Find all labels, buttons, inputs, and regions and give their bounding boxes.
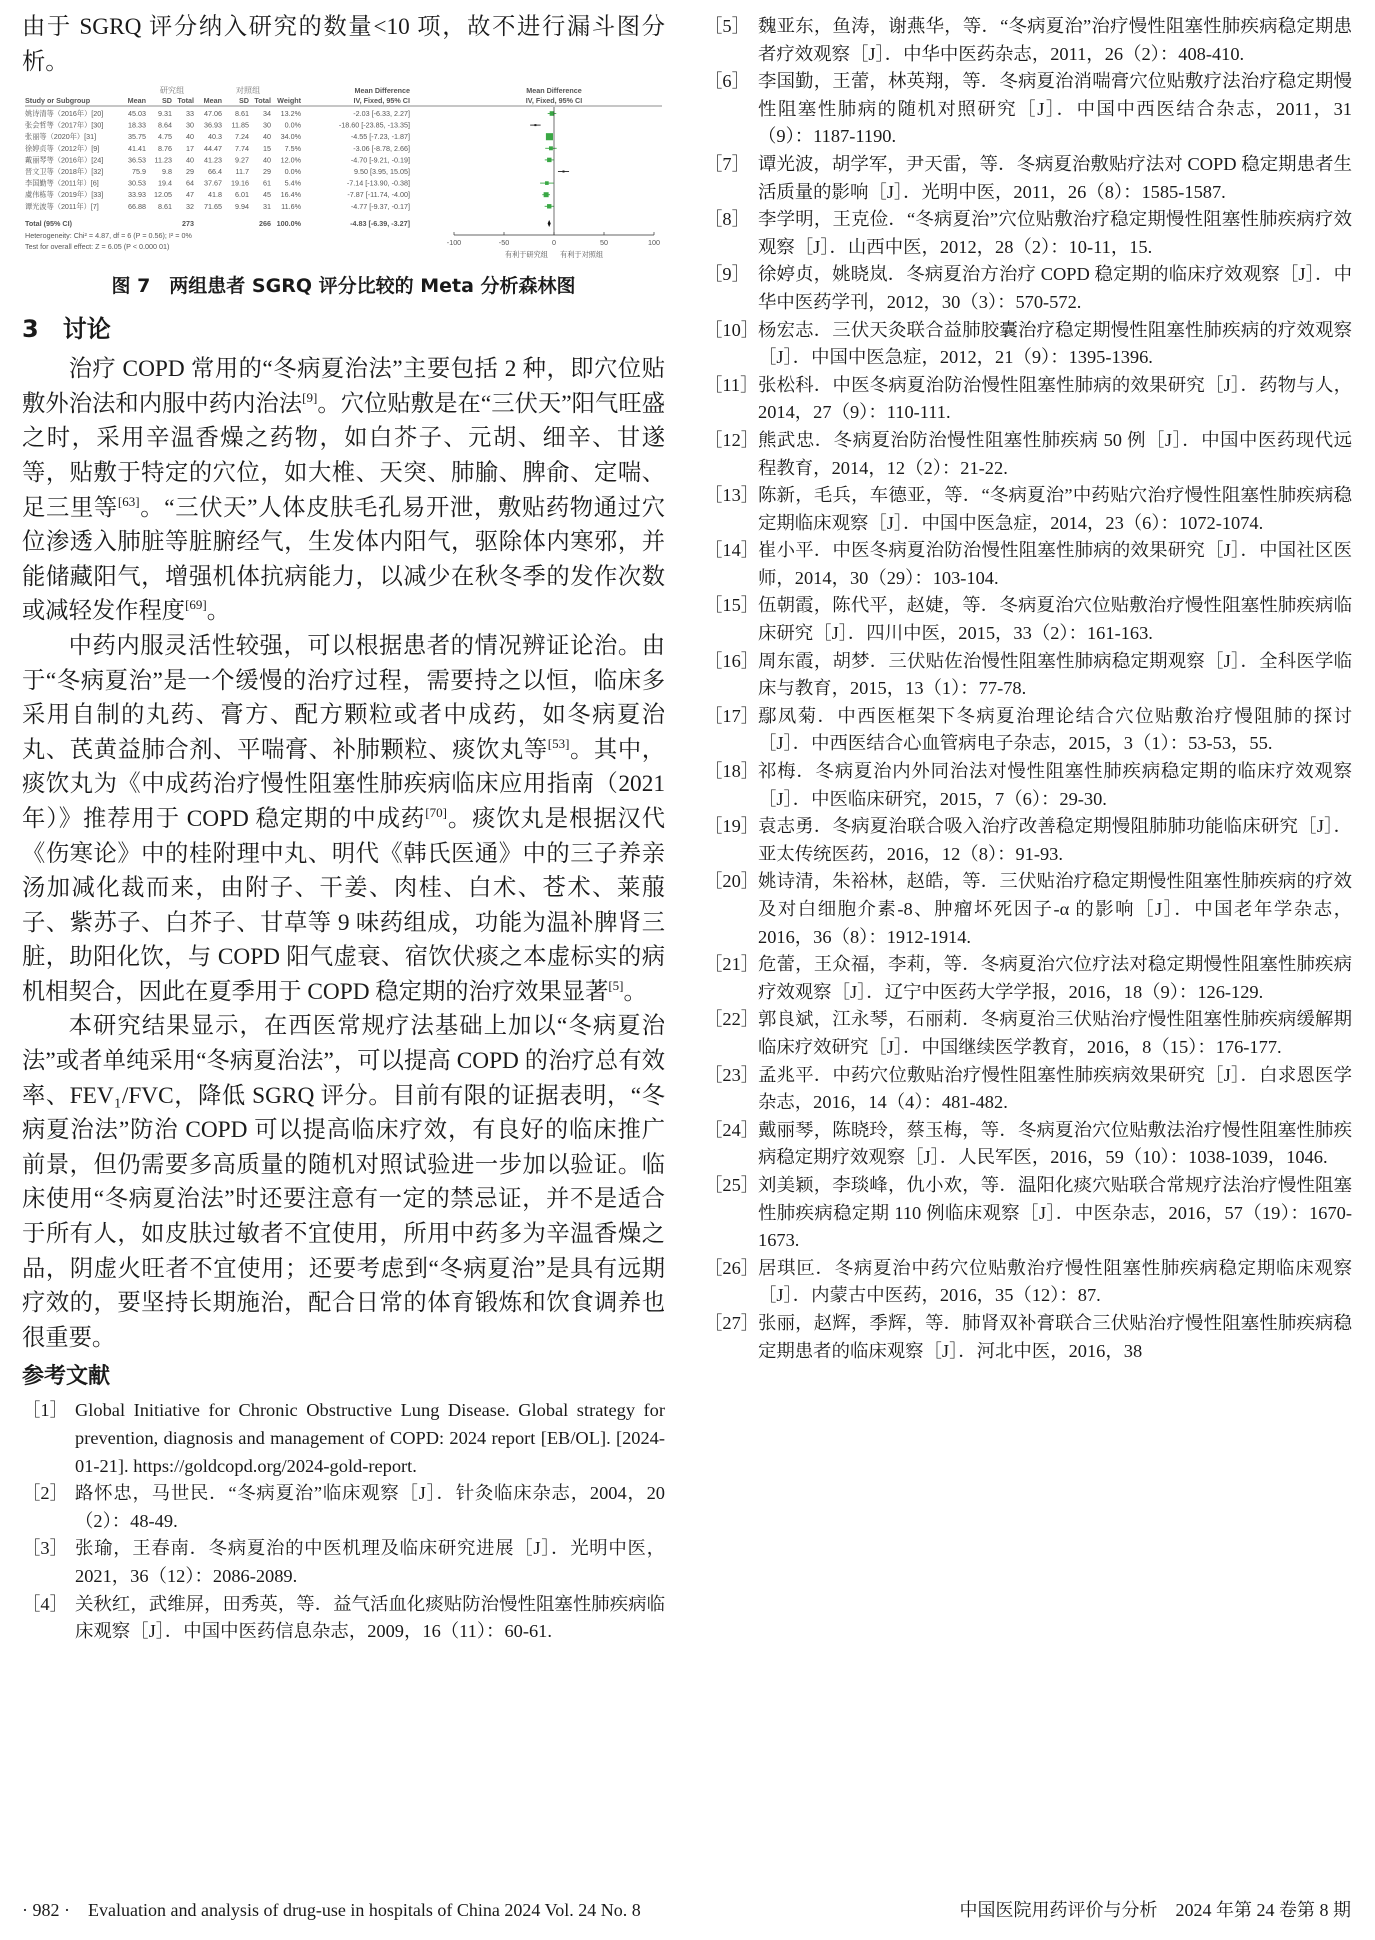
study-value: 8.61 xyxy=(158,201,172,211)
reference-text: 陈新，毛兵，车德亚，等．“冬病夏治”中药贴穴治疗慢性阻塞性肺疾病稳定期临床观察［J］．中国中医急症，2014，23（6）：1072-1074. xyxy=(758,485,1352,533)
study-value: 40 xyxy=(186,132,194,142)
reference-text: 李国勤，王蕾，林英翔，等．冬病夏治消喘膏穴位贴敷疗法治疗稳定期慢性阻塞性肺病的随机对照研究［J］．中国中西医结合杂志，2011，31（9）：1187-1190. xyxy=(758,71,1352,147)
text-segment: 。“三伏天”人体皮肤毛孔易开泄，敷贴药物通过穴位渗透入肺脏等脏腑经气，生发体内阳气，驱除体内寒邪，并能储藏阳气，增强机体抗病能力，以减少在秋冬季的发作次数或减轻发作程度 xyxy=(22,494,665,625)
study-value: 32 xyxy=(186,201,194,211)
x-tick-label: 0 xyxy=(552,238,556,248)
study-value: 9.94 xyxy=(235,201,249,211)
reference-item xyxy=(704,648,1352,703)
reference-item xyxy=(704,151,1352,206)
reference-number: ［23］ xyxy=(704,1064,760,1085)
reference-text: 张瑜，王春南．冬病夏治的中医机理及临床研究进展［J］．光明中医，2021，36（12）：2086-2089. xyxy=(75,1538,665,1586)
study-ci-label: -4.55 [-7.23, -1.87] xyxy=(350,132,410,142)
study-value: 71.65 xyxy=(204,201,222,211)
study-name: 晋文卫等（2018年）[32] xyxy=(25,167,104,177)
reference-number: ［2］ xyxy=(22,1483,68,1504)
reference-text: 鄢凤菊．中西医框架下冬病夏治理论结合穴位贴敷治疗慢阻肺的探讨［J］．中西医结合心血管病电子杂志，2015，3（1）：53-53，55. xyxy=(758,705,1352,754)
reference-text: 祁梅．冬病夏治内外同治法对慢性阻塞性肺疾病稳定期的临床疗效观察［J］．中医临床研究，2015，7（6）：29-30. xyxy=(758,761,1352,809)
total-ci-label: -4.83 [-6.39, -3.27] xyxy=(350,219,410,229)
study-value: 7.24 xyxy=(235,132,249,142)
column-header: SD xyxy=(162,96,172,106)
study-value: 11.85 xyxy=(231,120,249,130)
study-value: 30 xyxy=(263,120,271,130)
study-value: 36.93 xyxy=(204,120,222,130)
reference-number: ［19］ xyxy=(704,816,760,837)
point-estimate xyxy=(547,158,551,162)
reference-number: ［22］ xyxy=(704,1009,760,1030)
study-name: 李国勤等（2011年）[6] xyxy=(25,178,99,188)
column-header: Weight xyxy=(277,96,301,106)
column-header: Mean xyxy=(203,96,222,106)
study-value: 19.16 xyxy=(231,178,249,188)
study-value: 29 xyxy=(263,167,271,177)
study-name: 虞伟栋等（2019年）[33] xyxy=(25,190,104,200)
citation-superscript: [63] xyxy=(117,493,140,509)
reference-text: 崔小平．中医冬病夏治防治慢性阻塞性肺病的效果研究［J］．中国社区医师，2014，30（29）：103-104. xyxy=(758,540,1352,588)
study-value: 34 xyxy=(263,109,271,119)
intro-paragraph: 由于 SGRQ 评分纳入研究的数量<10 项，故不进行漏斗图分析。 xyxy=(22,14,665,75)
md-header-plot-2: IV, Fixed, 95% CI xyxy=(525,96,583,106)
citation-superscript: [53] xyxy=(547,735,570,751)
reference-text: 熊武忠．冬病夏治防治慢性阻塞性肺疾病 50 例［J］．中国中医药现代远程教育，2014，12（2）：21-22. xyxy=(758,429,1352,478)
reference-number: ［5］ xyxy=(704,16,750,36)
study-value: 17 xyxy=(186,143,194,153)
reference-item xyxy=(704,427,1352,482)
pooled-diamond xyxy=(548,220,551,227)
x-tick-label: 100 xyxy=(648,238,660,248)
study-value: 45.03 xyxy=(128,109,146,119)
study-value: 11.23 xyxy=(154,155,172,165)
study-value: 18.33 xyxy=(128,120,146,130)
reference-number: ［25］ xyxy=(704,1174,760,1195)
study-ci-label: -18.60 [-23.85, -13.35] xyxy=(338,120,410,130)
body-paragraph xyxy=(22,352,665,629)
overall-effect-text: Test for overall effect: Z = 6.05 (P < 0.000 01) xyxy=(25,242,170,252)
references-title: 参考文献 xyxy=(22,1364,111,1390)
study-value: 41.23 xyxy=(204,155,222,165)
references-list-right xyxy=(704,13,1352,1365)
reference-item xyxy=(704,1172,1352,1255)
reference-text: 郭良斌，江永琴，石丽莉．冬病夏治三伏贴治疗慢性阻塞性肺疾病缓解期临床疗效研究［J］．中国继续医学教育，2016，8（15）：176-177. xyxy=(758,1009,1352,1057)
study-value: 15 xyxy=(263,143,271,153)
reference-item xyxy=(704,482,1352,537)
reference-number: ［10］ xyxy=(704,319,760,340)
reference-text: 伍朝霞，陈代平，赵婕，等．冬病夏治穴位贴敷治疗慢性阻塞性肺疾病临床研究［J］．四川中医，2015，33（2）：161-163. xyxy=(758,595,1352,644)
reference-number: ［15］ xyxy=(704,595,760,616)
column-header: Study or Subgroup xyxy=(25,96,91,106)
left-column xyxy=(22,10,665,1646)
point-estimate xyxy=(544,192,549,197)
point-estimate xyxy=(547,204,551,208)
group-header-study: 研究组 xyxy=(159,86,185,96)
point-estimate xyxy=(546,133,553,140)
reference-item xyxy=(704,13,1352,68)
study-name: 谭光波等（2011年）[7] xyxy=(25,201,99,211)
column-header: Total xyxy=(177,96,194,106)
reference-item xyxy=(704,1062,1352,1117)
total-n2: 266 xyxy=(259,219,271,229)
study-value: 11.7 xyxy=(235,167,249,177)
point-estimate xyxy=(550,111,555,116)
md-header-2: IV, Fixed, 95% CI xyxy=(353,96,410,106)
reference-item xyxy=(704,537,1352,592)
group-header-control: 对照组 xyxy=(235,86,261,96)
footer-left: · 982 · Evaluation and analysis of drug-use in hospitals of China 2024 Vol. 24 No. 8 xyxy=(22,1900,641,1920)
favours-left-label: 有利于研究组 xyxy=(504,250,548,260)
reference-item xyxy=(704,1006,1352,1061)
study-value: 13.2% xyxy=(280,109,301,119)
citation-superscript: [69] xyxy=(185,597,207,613)
study-value: 8.64 xyxy=(158,120,172,130)
point-estimate xyxy=(563,171,565,173)
study-value: 7.74 xyxy=(235,143,249,153)
reference-text: 张丽，赵辉，季辉，等．肺肾双补膏联合三伏贴治疗慢性阻塞性肺疾病稳定期患者的临床观察［J］．河北中医，2016，38 xyxy=(758,1312,1352,1361)
text-segment: 。其中，痰饮丸为《中成药治疗慢性阻塞性肺疾病临床应用指南（2021 年）》推荐用于 COPD 稳定期的中成药 xyxy=(22,736,666,832)
figure-caption: 图 7 两组患者 SGRQ 评分比较的 Meta 分析森林图 xyxy=(111,275,576,298)
reference-text: 李学明，王克俭．“冬病夏治”穴位贴敷治疗稳定期慢性阻塞性肺疾病疗效观察［J］．山西中医，2012，28（2）：10-11，15. xyxy=(758,209,1352,257)
text-segment: 。穴位贴敷是在“三伏天”阳气旺盛之时，采用辛温香燥之药物，如白芥子、元胡、细辛、甘遂等，贴敷于特定的穴位，如大椎、天突、肺腧、脾俞、定喘、足三里等 xyxy=(22,390,665,521)
reference-item xyxy=(704,1117,1352,1172)
md-header-1: Mean Difference xyxy=(354,86,410,96)
reference-number: ［6］ xyxy=(704,71,750,92)
study-value: 16.4% xyxy=(280,190,301,200)
reference-number: ［14］ xyxy=(704,540,760,561)
study-value: 64 xyxy=(186,178,194,188)
study-value: 9.27 xyxy=(235,155,249,165)
reference-item xyxy=(704,1310,1352,1365)
study-value: 5.4% xyxy=(284,178,301,188)
point-estimate xyxy=(534,124,536,126)
study-value: 37.67 xyxy=(204,178,222,188)
study-value: 0.0% xyxy=(284,120,301,130)
column-header: SD xyxy=(239,96,249,106)
point-estimate xyxy=(549,147,553,151)
reference-text: 姚诗清，朱裕林，赵皓，等．三伏贴治疗稳定期慢性阻塞性肺疾病的疗效及对白细胞介素-8、肿瘤坏死因子-α 的影响［J］．中国老年学杂志，2016，36（8）：1912-1914. xyxy=(758,871,1352,947)
reference-text: 周东霞，胡梦．三伏贴佐治慢性阻塞性肺病稳定期观察［J］．全科医学临床与教育，2015，13（1）：77-78. xyxy=(758,650,1352,699)
study-value: 30 xyxy=(186,120,194,130)
study-value: 8.61 xyxy=(235,109,249,119)
study-value: 33 xyxy=(186,109,194,119)
reference-number: ［9］ xyxy=(704,264,750,285)
study-value: 4.75 xyxy=(158,132,172,142)
x-tick-label: -100 xyxy=(446,238,462,248)
study-name: 戴丽琴等（2016年）[24] xyxy=(25,155,104,165)
study-value: 41.41 xyxy=(128,143,146,153)
reference-item xyxy=(704,703,1352,758)
study-ci-label: -3.06 [-8.78, 2.66] xyxy=(353,143,410,153)
reference-number: ［27］ xyxy=(704,1312,760,1333)
column-header: Mean xyxy=(127,96,146,106)
text-segment: 本研究结果显示，在西医常规疗法基础上加以“冬病夏治法”或者单纯采用“冬病夏治法”，可以提高 COPD 的治疗总有效率、FEV₁/FVC，降低 SGRQ 评分。目前有限的证据表明，“冬病夏治法”防治 COPD 可以提高临床疗效，有良好的临床推广前景，但仍需要多高质量的随机对照试验进一步加以验证。临床使用“冬病夏治法”时还要注意有一定的禁忌证，并不是适合于所有人，如皮肤过敏者不宜使用，所用中药多为辛温香燥之品，阴虚火旺者不宜使用；还要考虑到“冬病夏治”是具有远期疗效的，要坚持长期施治，配合日常的体育锻炼和饮食调养也很重要。 xyxy=(22,1013,665,1351)
body-paragraph xyxy=(22,629,665,1010)
study-value: 40 xyxy=(263,155,271,165)
study-ci-label: -2.03 [-6.33, 2.27] xyxy=(353,109,410,119)
discussion-body xyxy=(22,352,665,1355)
study-value: 45 xyxy=(263,190,271,200)
x-tick-label: -50 xyxy=(498,238,510,248)
study-value: 7.5% xyxy=(284,143,301,153)
reference-text: 关秋红，武维屏，田秀英，等．益气活血化痰贴防治慢性阻塞性肺疾病临床观察［J］．中国中医药信息杂志，2009，16（11）：60-61. xyxy=(75,1593,665,1642)
reference-text: Global Initiative for Chronic Obstructive Lung Disease. Global strategy for prevention, diagnosis and management of COPD: 2024 report [EB/OL]. [2024-01-21]. https://goldcopd.org/2024-gold-report. xyxy=(75,1400,665,1476)
study-ci-label: 9.50 [3.95, 15.05] xyxy=(354,167,410,177)
text-segment: 。 xyxy=(623,978,647,1005)
total-weight: 100.0% xyxy=(276,219,301,229)
reference-number: ［18］ xyxy=(704,761,760,782)
study-value: 44.47 xyxy=(204,143,222,153)
study-value: 29 xyxy=(186,167,194,177)
reference-number: ［17］ xyxy=(704,705,760,726)
reference-text: 张松科．中医冬病夏治防治慢性阻塞性肺病的效果研究［J］．药物与人，2014，27（9）：110-111. xyxy=(758,374,1352,423)
reference-text: 路怀忠，马世民．“冬病夏治”临床观察［J］．针灸临床杂志，2004，20（2）：48-49. xyxy=(75,1483,665,1531)
reference-item xyxy=(704,317,1352,372)
reference-number: ［11］ xyxy=(704,374,759,395)
study-value: 75.9 xyxy=(132,167,146,177)
study-value: 11.6% xyxy=(281,201,301,211)
section-title: 3 讨论 xyxy=(22,315,111,344)
study-value: 9.31 xyxy=(158,109,172,119)
study-value: 40.3 xyxy=(208,132,222,142)
citation-superscript: [9] xyxy=(302,389,318,405)
reference-text: 居琪叵．冬病夏治中药穴位贴敷治疗慢性阻塞性肺疾病稳定期临床观察［J］．内蒙古中医药，2016，35（12）：87. xyxy=(758,1257,1352,1306)
citation-superscript: [70] xyxy=(425,804,447,820)
reference-item xyxy=(704,68,1352,151)
reference-text: 孟兆平．中药穴位敷贴治疗慢性阻塞性肺疾病效果研究［J］．白求恩医学杂志，2016，14（4）：481-482. xyxy=(758,1064,1352,1113)
reference-number: ［3］ xyxy=(22,1538,68,1559)
reference-item xyxy=(22,1591,665,1646)
reference-number: ［20］ xyxy=(704,871,760,892)
study-value: 12.05 xyxy=(154,190,172,200)
citation-superscript: [5] xyxy=(608,977,624,993)
reference-text: 谭光波，胡学军，尹天雷，等．冬病夏治敷贴疗法对 COPD 稳定期患者生活质量的影响［J］．光明中医，2011，26（8）：1585-1587. xyxy=(758,153,1352,202)
study-value: 47 xyxy=(186,190,194,200)
point-estimate xyxy=(545,181,549,185)
reference-item xyxy=(22,1397,665,1480)
reference-item xyxy=(22,1535,665,1590)
study-value: 40 xyxy=(263,132,271,142)
study-value: 8.76 xyxy=(158,143,172,153)
study-value: 31 xyxy=(263,201,271,211)
study-value: 41.8 xyxy=(208,190,222,200)
reference-item xyxy=(704,372,1352,427)
reference-number: ［24］ xyxy=(704,1119,760,1140)
study-value: 19.4 xyxy=(158,178,172,188)
reference-text: 徐婷贞，姚晓岚．冬病夏治方治疗 COPD 稳定期的临床疗效观察［J］．中华中医药学刊，2012，30（3）：570-572. xyxy=(758,264,1352,312)
reference-text: 杨宏志．三伏天灸联合益肺胶囊治疗稳定期慢性阻塞性肺疾病的疗效观察［J］．中国中医急症，2012，21（9）：1395-1396. xyxy=(758,319,1352,368)
study-value: 47.06 xyxy=(204,109,222,119)
text-segment: 。痰饮丸是根据汉代《伤寒论》中的桂附理中丸、明代《韩氏医通》中的三子养亲汤加减化裁而来，由附子、干姜、肉桂、白术、苍术、莱菔子、紫苏子、白芥子、甘草等 9 味药组成，功能为温补脾肾三脏，助阳化饮，与 COPD 阳气虚衰、宿饮伏痰之本虚标实的病机相契合，因此在夏季用于 COPD 稳定期的治疗效果显著 xyxy=(22,805,665,1005)
reference-item xyxy=(22,1480,665,1535)
reference-item xyxy=(704,261,1352,316)
reference-text: 刘美颖，李琰峰，仇小欢，等．温阳化痰穴贴联合常规疗法治疗慢性阻塞性肺疾病稳定期 110 例临床观察［J］．中医杂志，2016，57（19）：1670-1673. xyxy=(758,1174,1352,1251)
study-value: 35.75 xyxy=(128,132,146,142)
references-list-left xyxy=(22,1397,665,1645)
study-ci-label: -4.70 [-9.21, -0.19] xyxy=(350,155,410,165)
study-ci-label: -7.87 [-11.74, -4.00] xyxy=(347,190,410,200)
study-value: 33.93 xyxy=(128,190,146,200)
reference-number: ［26］ xyxy=(704,1257,760,1278)
reference-text: 戴丽琴，陈晓玲，蔡玉梅，等．冬病夏治穴位贴敷法治疗慢性阻塞性肺疾病稳定期疗效观察［J］．人民军医，2016，59（10）：1038-1039，1046. xyxy=(758,1119,1352,1168)
footer-right: 中国医院用药评价与分析 2024 年第 24 卷第 8 期 xyxy=(959,1900,1351,1920)
study-value: 36.53 xyxy=(128,155,146,165)
forest-plot xyxy=(22,83,665,265)
study-value: 40 xyxy=(186,155,194,165)
reference-number: ［13］ xyxy=(704,485,760,506)
reference-number: ［1］ xyxy=(22,1400,68,1421)
reference-number: ［4］ xyxy=(22,1593,68,1614)
x-tick-label: 50 xyxy=(600,238,608,248)
reference-number: ［8］ xyxy=(704,209,750,230)
study-value: 12.0% xyxy=(280,155,301,165)
study-value: 61 xyxy=(263,178,271,188)
reference-item xyxy=(704,758,1352,813)
favours-right-label: 有利于对照组 xyxy=(560,250,604,260)
study-value: 66.88 xyxy=(128,201,146,211)
reference-item xyxy=(704,592,1352,647)
column-header: Total xyxy=(254,96,271,106)
study-value: 66.4 xyxy=(208,167,222,177)
study-name: 张会哲等（2017年）[30] xyxy=(25,120,104,130)
reference-number: ［7］ xyxy=(704,153,750,174)
reference-item xyxy=(704,813,1352,868)
text-segment: 治疗 COPD 常用的“冬病夏治法”主要包括 2 种，即穴位贴敷外治法和内服中药内治法 xyxy=(22,356,665,417)
body-paragraph xyxy=(22,1009,665,1355)
study-value: 0.0% xyxy=(284,167,301,177)
total-label: Total (95% CI) xyxy=(25,219,72,229)
study-value: 34.0% xyxy=(280,132,301,142)
study-name: 徐婷贞等（2012年）[9] xyxy=(25,143,100,153)
reference-number: ［12］ xyxy=(704,429,760,450)
text-segment: 中药内服灵活性较强，可以根据患者的情况辨证论治。由于“冬病夏治”是一个缓慢的治疗过程，需要持之以恒，临床多采用自制的丸药、膏方、配方颗粒或者中成药，如冬病夏治丸、芪黄益肺合剂、平喘膏、补肺颗粒、痰饮丸等 xyxy=(22,632,665,763)
reference-item xyxy=(704,951,1352,1006)
heterogeneity-text: Heterogeneity: Chi² = 4.87, df = 6 (P = 0.56); I² = 0% xyxy=(25,231,192,241)
forest-plot-svg xyxy=(22,83,665,265)
study-value: 30.53 xyxy=(128,178,146,188)
reference-text: 危蕾，王众福，李莉，等．冬病夏治穴位疗法对稳定期慢性阻塞性肺疾病疗效观察［J］．辽宁中医药大学学报，2016，18（9）：126-129. xyxy=(758,954,1352,1002)
study-ci-label: -4.77 [-9.37, -0.17] xyxy=(350,201,410,211)
study-ci-label: -7.14 [-13.90, -0.38] xyxy=(346,178,410,188)
total-n1: 273 xyxy=(182,219,194,229)
study-name: 姚诗清等（2016年）[20] xyxy=(25,109,104,119)
reference-number: ［21］ xyxy=(704,954,760,975)
reference-text: 魏亚东，鱼涛，谢燕华，等．“冬病夏治”治疗慢性阻塞性肺疾病稳定期患者疗效观察［J］．中华中医药杂志，2011，26（2）：408-410. xyxy=(758,16,1352,64)
reference-text: 袁志勇．冬病夏治联合吸入治疗改善稳定期慢阻肺肺功能临床研究［J］．亚太传统医药，2016，12（8）：91-93. xyxy=(758,816,1352,864)
reference-item xyxy=(704,868,1352,951)
md-header-plot-1: Mean Difference xyxy=(526,86,582,96)
text-segment: 。 xyxy=(206,598,231,625)
study-value: 6.01 xyxy=(235,190,249,200)
study-name: 张丽等（2020年）[31] xyxy=(25,132,97,142)
right-column xyxy=(704,13,1352,1365)
reference-item xyxy=(704,206,1352,261)
reference-item xyxy=(704,1255,1352,1310)
study-value: 9.8 xyxy=(162,167,172,177)
reference-number: ［16］ xyxy=(704,650,760,671)
